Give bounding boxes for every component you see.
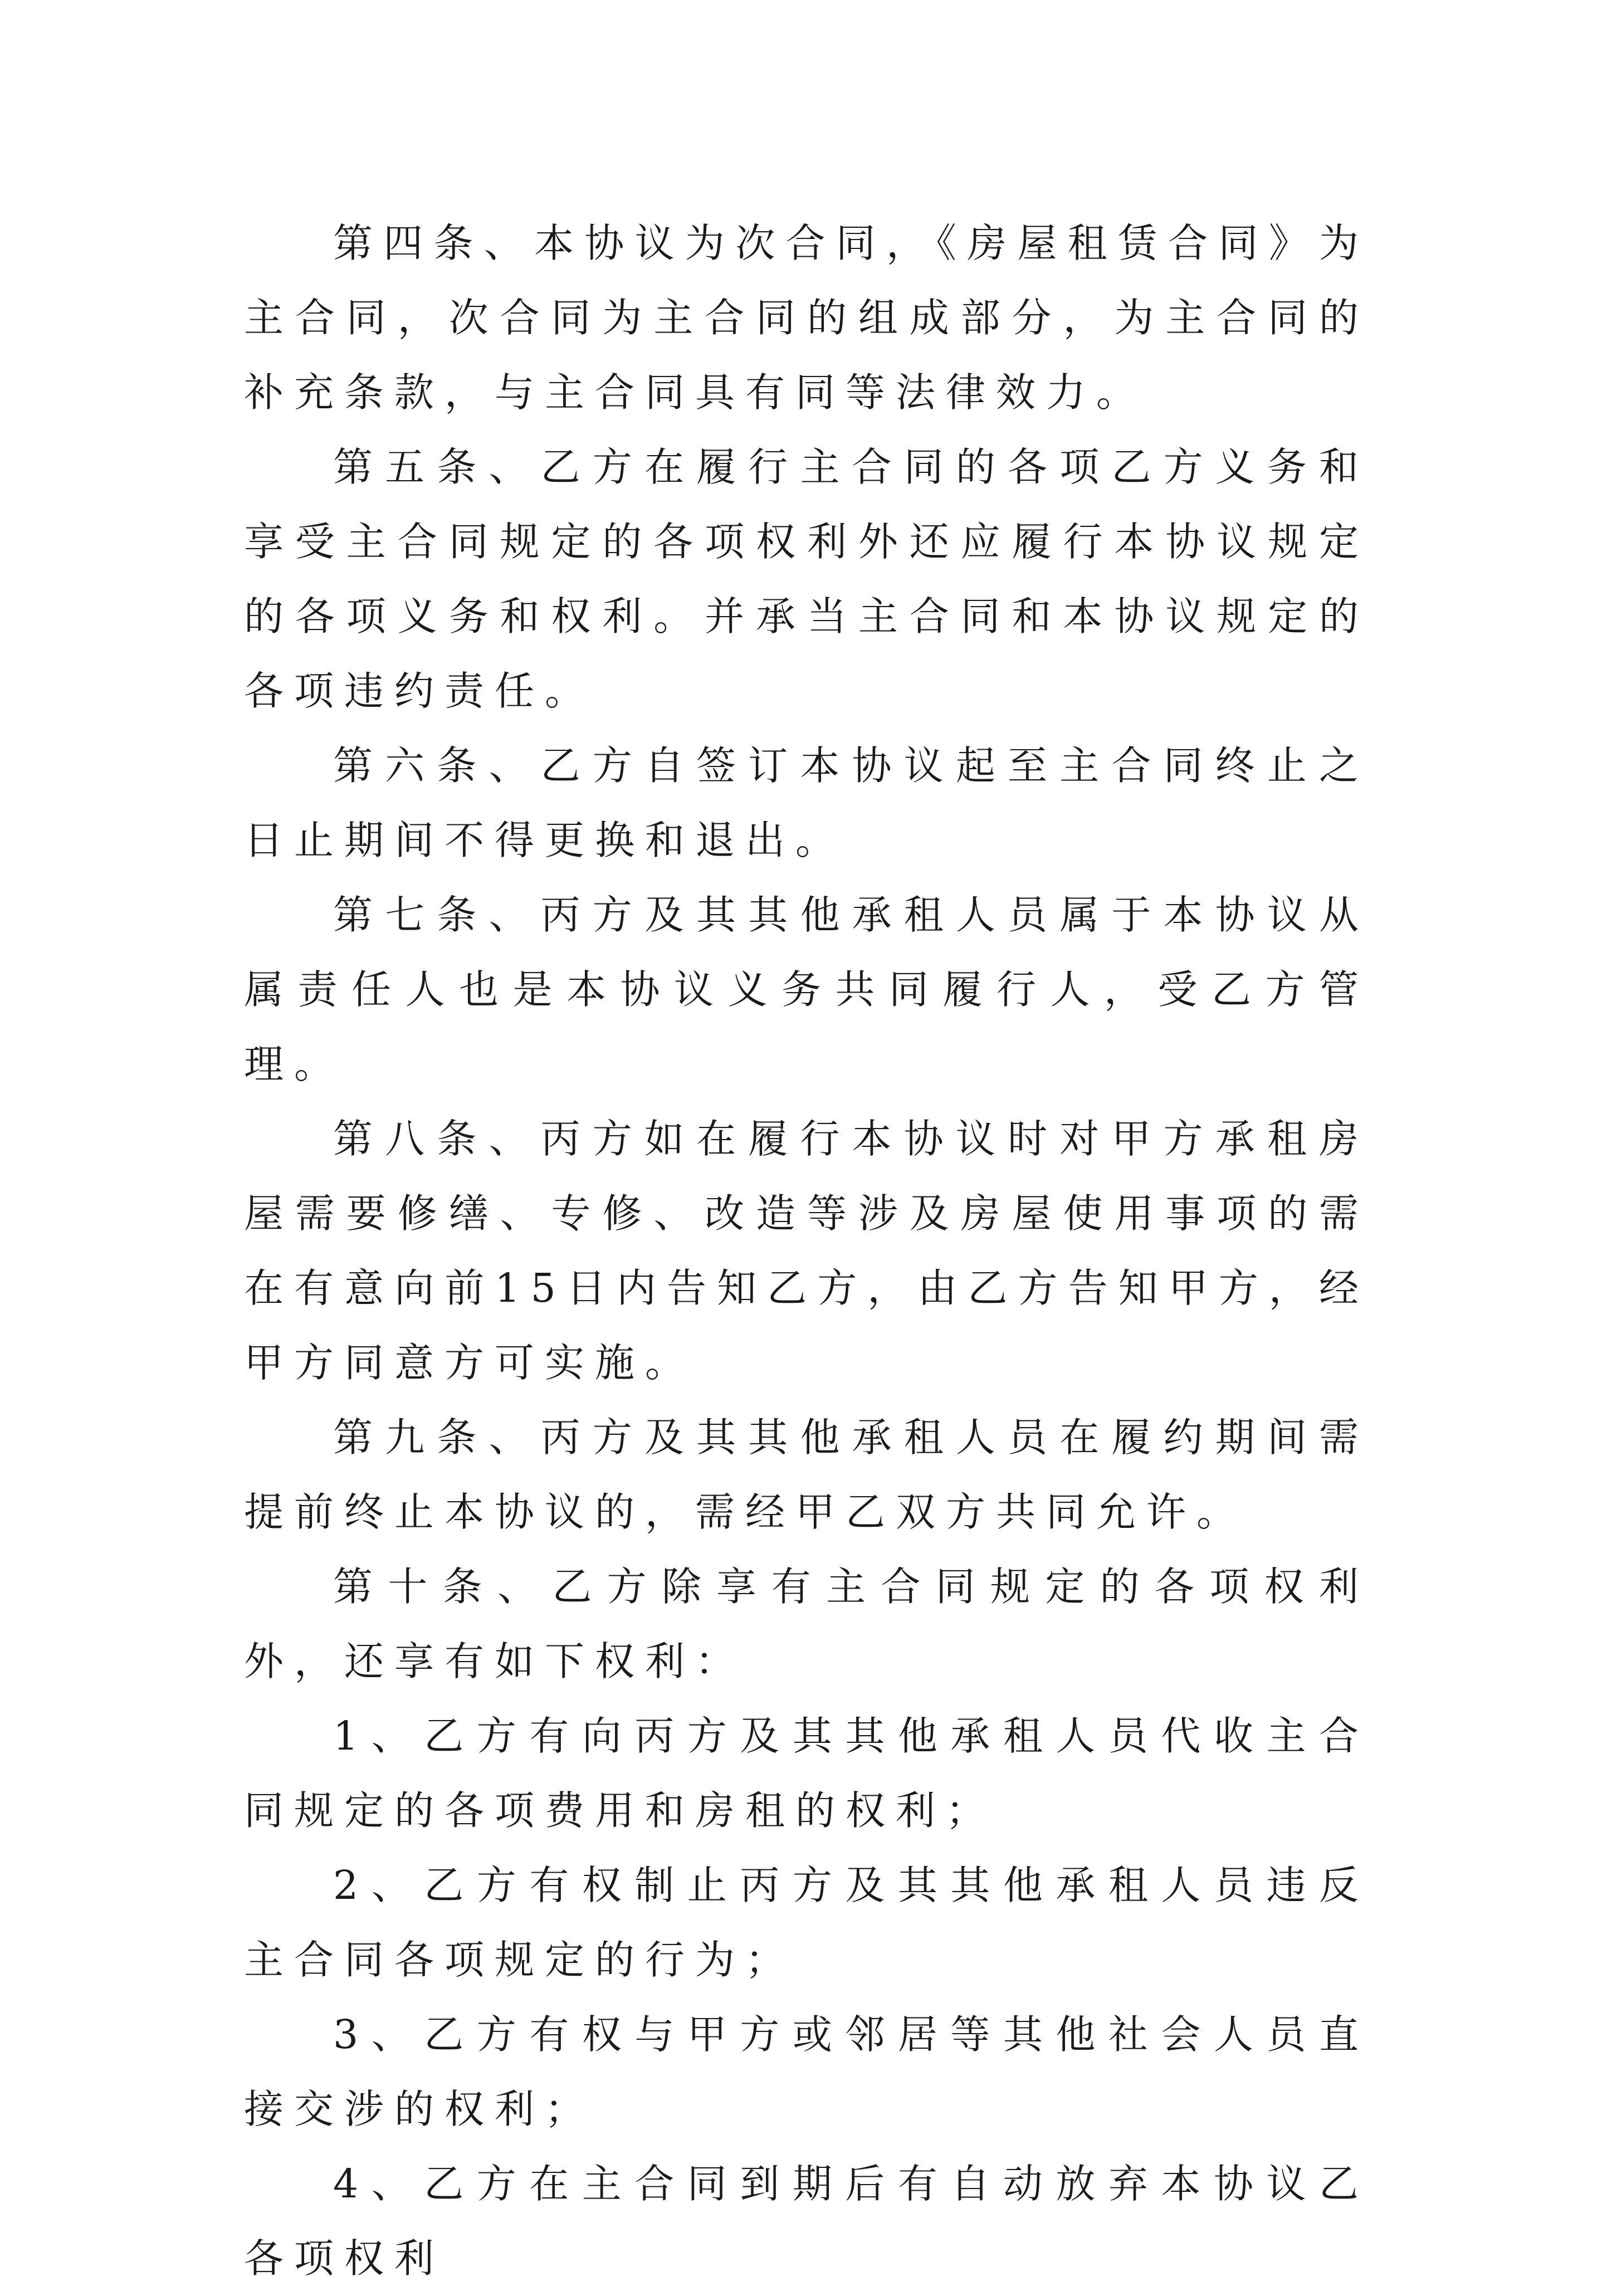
clause-9-paragraph: 第九条、丙方及其其他承租人员在履约期间需提前终止本协议的，需经甲乙双方共同允许。 [244, 1414, 1369, 1535]
clause-10-paragraph: 第十条、乙方除享有主合同规定的各项权利外，还享有如下权利： [244, 1564, 1369, 1684]
right-item-2: 2、乙方有权制止丙方及其其他承租人员违反主合同各项规定的行为； [244, 1862, 1369, 1983]
clause-5-paragraph: 第五条、乙方在履行主合同的各项乙方义务和享受主合同规定的各项权利外还应履行本协议规定的各项义务和权利。并承当主合同和本协议规定的各项违约责任。 [244, 444, 1369, 714]
clause-4-paragraph: 第四条、本协议为次合同，《房屋租赁合同》为主合同，次合同为主合同的组成部分，为主合同的补充条款，与主合同具有同等法律效力。 [244, 220, 1369, 416]
clause-7-paragraph: 第七条、丙方及其其他承租人员属于本协议从属责任人也是本协议义务共同履行人，受乙方管理。 [244, 892, 1369, 1087]
right-item-1: 1、乙方有向丙方及其其他承租人员代收主合同规定的各项费用和房租的权利； [244, 1713, 1369, 1834]
right-item-4: 4、乙方在主合同到期后有自动放弃本协议乙各项权利 [244, 2161, 1369, 2282]
clause-8-paragraph: 第八条、丙方如在履行本协议时对甲方承租房屋需要修缮、专修、改造等涉及房屋使用事项的需在有意向前15日内告知乙方，由乙方告知甲方，经甲方同意方可实施。 [244, 1116, 1369, 1386]
right-item-3: 3、乙方有权与甲方或邻居等其他社会人员直接交涉的权利； [244, 2011, 1369, 2132]
document-body [244, 206, 1369, 2296]
clause-6-paragraph: 第六条、乙方自签订本协议起至主合同终止之日止期间不得更换和退出。 [244, 742, 1369, 863]
